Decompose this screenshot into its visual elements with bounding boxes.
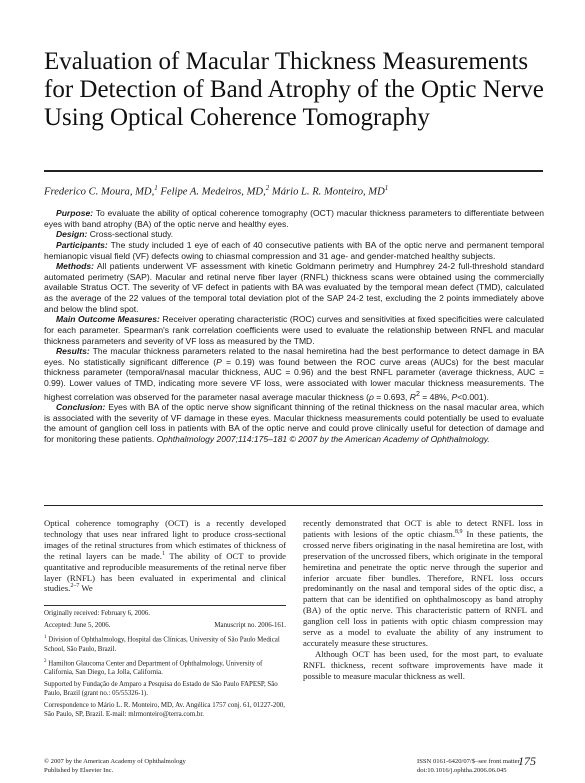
article-footnotes — [44, 609, 286, 723]
conclusion-text: Eyes with BA of the optic nerve show significant thinning of the retinal thickness on the nasal macular area, which is associated with the severity of VF damage in these eyes. Macular thickness measurements could potentially be used to evaluate the amount of ganglion cell loss in patients with BA of the optic nerve and could prove clinically useful for detection of damage and for monitoring these patients. — [44, 402, 545, 444]
results-label: Results: — [56, 346, 90, 357]
results-text-d: = 48%, — [419, 391, 452, 402]
results-r-symbol: R — [409, 391, 416, 402]
intro-text-a: Optical coherence tomography (OCT) is a recently developed technology that uses near infrared light to produce cross-sectional images of the retinal structures from which estimates of thickness of the retinal layers can be made. — [44, 518, 286, 561]
conclusion-label: Conclusion: — [56, 402, 106, 413]
publisher-footer — [44, 757, 186, 775]
author-1-affiliation: 1 — [154, 184, 158, 192]
accepted-date: Accepted: June 5, 2006. — [44, 622, 111, 630]
results-p2-symbol: P — [451, 391, 458, 402]
accepted-row — [44, 621, 286, 630]
abstract — [44, 208, 544, 445]
copyright-line: © 2007 by the American Academy of Ophthalmology — [44, 758, 186, 765]
right-p1-text-a: recently demonstrated that OCT is able to detect RNFL loss in patients with lesions of the optic chiasm. — [303, 518, 543, 539]
affiliation-2 — [44, 657, 286, 677]
design-text: Cross-sectional study. — [89, 229, 174, 240]
author-3-affiliation: 1 — [384, 184, 389, 192]
ref-8-9: 8,9 — [455, 529, 463, 536]
received-date: Originally received: February 6, 2006. — [44, 610, 151, 617]
affiliation-2-mark: 2 — [44, 658, 47, 664]
purpose-text: To evaluate the ability of optical coherence tomography (OCT) macular thickness parameters to differentiate between eyes with band atrophy (BA) of the optic nerve and healthy eyes. — [44, 208, 544, 229]
doi-line: doi:10.1016/j.ophtha.2006.06.045 — [417, 767, 507, 774]
journal-citation: Ophthalmology 2007;114:175–181 © 2007 by the American Academy of Ophthalmology. — [156, 433, 490, 444]
results-text-c: = 0.693, — [373, 391, 410, 402]
ref-1: 1 — [161, 550, 165, 557]
article-title: Evaluation of Macular Thickness Measurements for Detection of Band Atrophy of the Optic Nerve Using Optical Coherence Tomography — [44, 48, 544, 131]
results-p-symbol: P — [216, 356, 222, 367]
right-paragraph-2: Although OCT has been used, for the most part, to evaluate RNFL thickness, recent software improvements have made it possible to measure macular thickness as well. — [303, 648, 543, 681]
results-r-superscript: 2 — [415, 389, 420, 398]
author-1: Frederico C. Moura, MD, — [44, 186, 155, 198]
author-3: Mário L. R. Monteiro, MD — [271, 186, 385, 198]
abstract-methods — [44, 261, 544, 314]
abstract-divider — [44, 505, 543, 506]
author-list — [44, 184, 544, 198]
ref-2-7: 2–7 — [70, 583, 80, 590]
issn-line: ISSN 0161-6420/07/$–see front matter — [417, 758, 520, 765]
affiliation-1-mark: 1 — [44, 635, 47, 641]
results-text-b: = 0.19) was found between the ROC curve areas (AUCs) for the best macular thickness parameter (temporal/nasal macular thickness, AUC = 0.96) and the best RNFL parameter (average thickness, AUC = 0.99). Lower values of TMD, indicating more severe VF loss, were associated with lower macular thickness measurements. The highest correlation was observed for the parameter nasal average macular thickness ( — [44, 356, 544, 402]
methods-label: Methods: — [56, 261, 94, 272]
manuscript-number: Manuscript no. 2006-161. — [214, 622, 286, 630]
right-paragraph-1 — [303, 518, 543, 649]
abstract-outcome — [44, 314, 544, 346]
results-rho-symbol: ρ — [368, 391, 374, 402]
design-label: Design: — [56, 229, 88, 240]
results-text-e: <0.001). — [457, 391, 489, 402]
page-number: 175 — [518, 754, 536, 768]
abstract-conclusion — [44, 402, 544, 445]
intro-text-b: The ability of OCT to provide quantitative and reproducible measurements of the retinal nerve fiber layer (RNFL) has been evaluated in experimental and clinical studies. — [44, 550, 287, 594]
intro-paragraph — [44, 518, 286, 594]
author-2: Felipe A. Medeiros, MD, — [160, 186, 266, 198]
issn-footer — [417, 757, 520, 775]
title-divider — [44, 170, 543, 172]
body-column-left — [44, 518, 286, 594]
publisher-line: Published by Elsevier Inc. — [44, 767, 114, 774]
affiliation-1 — [44, 633, 286, 653]
intro-text-c: We — [79, 583, 93, 594]
affiliation-2-text: Hamilton Glaucoma Center and Department of Ophthalmology, University of California, San Diego, La Jolla, California. — [44, 659, 263, 677]
body-column-right — [303, 518, 543, 682]
funding-note: Supported by Fundação de Amparo a Pesquisa do Estado de São Paulo FAPESP, São Paulo, Brazil (grant no.: 05/55326-1). — [44, 681, 278, 698]
abstract-design — [44, 229, 544, 240]
outcome-label: Main Outcome Measures: — [56, 314, 160, 325]
author-2-affiliation: 2 — [265, 184, 270, 192]
purpose-label: Purpose: — [56, 208, 94, 218]
participants-label: Participants: — [56, 239, 108, 250]
affiliation-1-text: Division of Ophthalmology, Hospital das Clínicas, University of São Paulo Medical School, São Paulo, Brazil. — [44, 636, 280, 653]
outcome-text: Receiver operating characteristic (ROC) curves and sensitivities at fixed specificities were calculated for each parameter. Spearman's rank correlation coefficients were used to evaluate the relationship between RNFL and macular thickness parameters and severity of VF loss as measured by the TMD. — [44, 314, 544, 346]
footnote-divider — [44, 605, 286, 606]
abstract-participants — [44, 240, 544, 261]
abstract-purpose — [44, 208, 544, 229]
participants-text: The study included 1 eye of each of 40 consecutive patients with BA of the optic nerve and permanent temporal hemianopic visual field (VF) defects owing to chiasmal compression and 31 age- and gender-matched healthy subjects. — [44, 239, 544, 261]
abstract-results — [44, 346, 544, 402]
results-text-a: The macular thickness parameters related to the nasal hemiretina had the best performance to detect damage in BA eyes. No statistically significant difference ( — [44, 346, 544, 367]
correspondence-note: Correspondence to Mário L. R. Monteiro, MD, Av. Angélica 1757 conj. 61, 01227-200, São Paulo, SP, Brazil. E-mail: mlrmonteiro@terra.com.br. — [44, 702, 285, 719]
right-p1-text-b: In these patients, the crossed nerve fibers originating in the nasal hemiretina are lost, with preservation of the uncrossed fibers, which originate in the temporal hemiretina and penetrate the optic nerve through the superior and inferior arcuate fiber bundles. Therefore, RNFL loss occurs predominantly on the nasal and temporal sides of the optic disc, a pattern that can be identified on ophthalmoscopy as band atrophy (BA) of the optic nerve. This characteristic pattern of RNFL and ganglion cell loss in patients with optic chiasm compression may serve as a model to evaluate the ability of any instrument to accurately measure these structures. — [303, 528, 543, 648]
methods-text: All patients underwent VF assessment with kinetic Goldmann perimetry and Humphrey 24-2 full-threshold standard automated perimetry (SAP). Macular and retinal nerve fiber layer (RNFL) thickness scans were obtained using the commercially available Stratus OCT. The severity of VF defect in patients with BA was evaluated by the temporal mean defect (TMD), calculated as the average of the 22 values of the temporal total deviation plot of the SAP 24-2 test, excluding the 2 points immediately above and below the blind spot. — [44, 261, 545, 314]
